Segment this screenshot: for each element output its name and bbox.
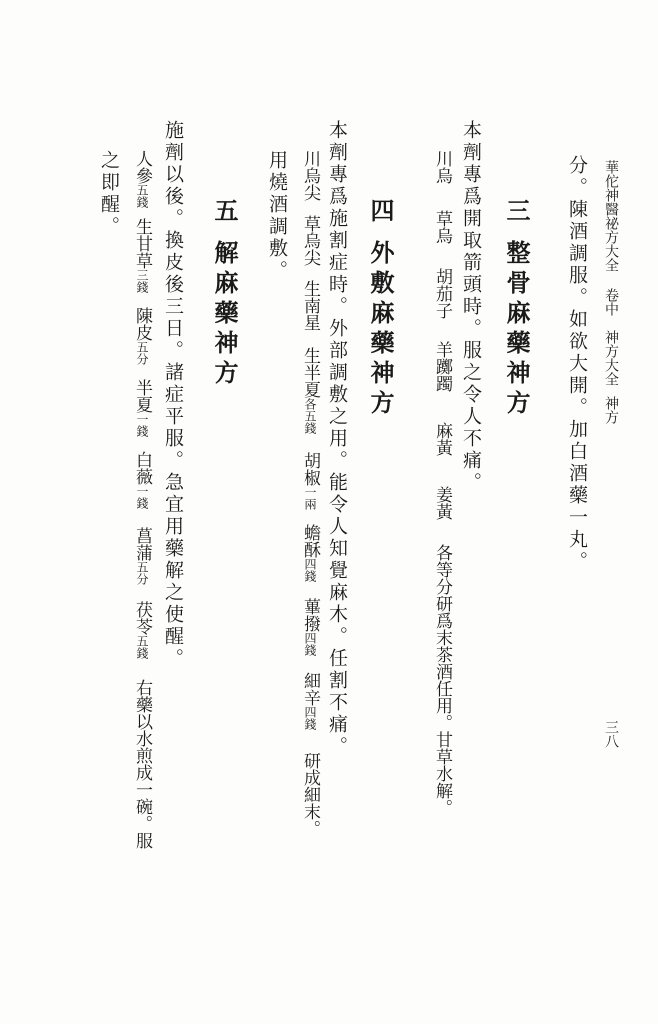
ingredient-column-11 [133, 150, 150, 849]
dose-note: 四錢 [303, 706, 317, 730]
ingredient-column-7 [301, 150, 318, 837]
ingredient: 生南星 [300, 280, 320, 331]
dose-note: 五錢 [135, 635, 149, 659]
ingredient: 茯苓 [132, 601, 152, 635]
book-title: 華佗神醫祕方大全 [603, 160, 619, 272]
text-column-1: 分。陳酒調服。如欲大開。加白酒藥一丸。 [566, 155, 588, 573]
dose-note: 五分 [135, 561, 149, 585]
text-column-8: 用燒酒調敷。 [266, 150, 288, 282]
heading-4-number: 四 [366, 198, 395, 228]
ingredient: 胡椒 [300, 452, 320, 486]
ingredient: 人參 [132, 150, 152, 184]
ingredient: 川烏尖 [300, 150, 320, 201]
dose-note: 四錢 [303, 558, 317, 582]
dose-note: 一錢 [135, 413, 149, 437]
ingredient: 半夏 [132, 379, 152, 413]
preparation-note: 右藥以水煎成一碗。服 [132, 679, 152, 849]
text-column-6: 本劑專爲施割症時。外部調敷之用。能令人知覺麻木。任割不痛。 [326, 120, 348, 758]
ingredient: 姜黃 [432, 486, 452, 520]
heading-5-title: 解麻藥神方 [210, 240, 239, 390]
ingredient-column-4 [433, 150, 450, 816]
ingredient: 蓽撥 [300, 598, 320, 632]
preparation-note: 研成細末。 [300, 752, 320, 837]
ingredient: 草烏尖 [300, 215, 320, 266]
heading-4-title: 外敷麻藥神方 [366, 240, 395, 420]
ingredient: 菖蒲 [132, 527, 152, 561]
ingredient: 陳皮 [132, 307, 152, 341]
ingredient: 生半夏 [300, 347, 320, 398]
ingredient: 麻黃 [432, 422, 452, 456]
dose-note: 五錢 [135, 184, 149, 208]
ingredient: 草烏 [432, 210, 452, 244]
dose-note: 一兩 [303, 486, 317, 510]
ingredient: 蟾酥 [300, 524, 320, 558]
ingredient: 白薇 [132, 451, 152, 485]
heading-5-number: 五 [210, 198, 239, 228]
section-label: 神方大全 [603, 330, 619, 386]
ingredient: 羊躑躅 [432, 341, 452, 392]
subsection-label: 神方 [603, 396, 619, 424]
volume-label: 卷中 [603, 288, 619, 316]
ingredient: 川烏 [432, 150, 452, 184]
dose-note: 三錢 [135, 269, 149, 293]
ingredient: 胡茄子 [432, 268, 452, 319]
ingredient: 生甘草 [132, 218, 152, 269]
heading-3-number: 三 [502, 198, 531, 228]
preparation-note: 各等分研爲末茶酒任用。甘草水解。 [432, 544, 452, 816]
text-column-3: 本劑專爲開取箭頭時。服之令人不痛。 [460, 120, 482, 494]
ingredient: 細辛 [300, 672, 320, 706]
dose-note: 五分 [135, 341, 149, 365]
dose-note: 各五錢 [303, 398, 317, 434]
dose-note: 一錢 [135, 485, 149, 509]
text-column-10: 施劑以後。換皮後三日。諸症平服。急宜用藥解之使醒。 [162, 120, 184, 670]
heading-3-title: 整骨麻藥神方 [502, 240, 531, 420]
page-number: 三八 [603, 720, 619, 748]
dose-note: 四錢 [303, 632, 317, 656]
text-column-12: 之即醒。 [98, 150, 120, 238]
running-header [604, 160, 618, 424]
